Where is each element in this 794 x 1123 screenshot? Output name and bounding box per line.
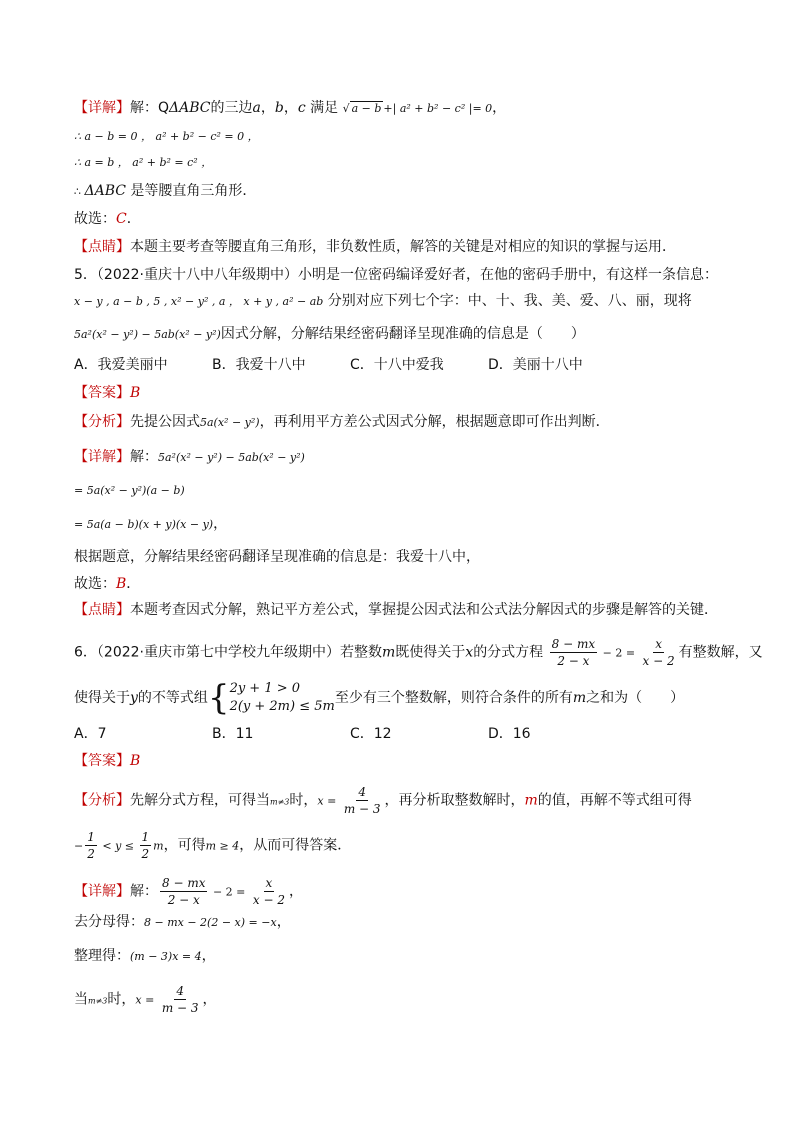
q6-step-3: 当m≠3时，x = $\frac{4}{m - 3}$ ， [74,984,217,1015]
fraction: $\frac{1}{2}$ [87,830,95,861]
q6-stem-line-1: 6．（2022·重庆市第七中学校九年级期中）若整数m既使得关于x的分式方程 $\frac{8 - mx}{2 - x}$ − 2 = $\frac{x}{x - 2}$ 有整数解，又 [74,637,763,668]
inequality-system: 2y + 1 > 0 2(y + 2m) ≤ 5m [229,681,335,714]
q6-step-1: 去分母得：8 − mx − 2(2 − x) = −x， [74,914,291,930]
q5-comment: 【点睛】本题考查因式分解，熟记平方差公式，掌握提公因式法和公式法分解因式的步骤是解答的关键． [74,602,718,618]
q5-option-d: D．美丽十八中 [488,357,583,373]
fraction: $\frac{x}{x - 2}$ [252,876,285,907]
q5-choose: 故选：B． [74,576,141,592]
sqrt-expression: a − b [351,102,382,115]
q5-stem-line-3: 5a²(x² − y²) − 5ab(x² − y²)因式分解，分解结果经密码翻译呈现准确的信息是（ ） [74,326,585,342]
q6-step-2: 整理得：(m − 3)x = 4， [74,948,216,964]
q5-option-a: A．我爱美丽中 [74,357,168,373]
q4-detail-line-1: 【详解】解：QΔABC的三边a，b，c 满足 √ a − b +| a² + b² − c² |= 0， [74,100,507,116]
fraction: $\frac{x}{x - 2}$ [642,637,675,668]
fraction: $\frac{1}{2}$ [141,830,150,861]
detail-tag: 【详解】 [74,100,130,116]
fraction: $\frac{8 - mx}{2 - x}$ [551,637,596,668]
q6-option-b: B．11 [212,726,254,742]
q4-choose: 故选：C． [74,211,141,227]
fraction: $\frac{4}{m - 3}$ [343,785,381,816]
q5-stem-line-2: x − y , a − b , 5 , x² − y² , a ， x + y , a² − ab 分别对应下列七个字：中、十、我、美、爱、八、丽，现将 [74,293,692,309]
q5-analysis: 【分析】先提公因式5a(x² − y²)，再利用平方差公式因式分解，根据题意即可作出判断． [74,414,610,430]
q5-step-2: = 5a(a − b)(x + y)(x − y)， [74,516,228,532]
q6-stem-line-2: 使得关于y的不等式组{ 2y + 1 > 0 2(y + 2m) ≤ 5m 至少有三个整数解，则符合条件的所有m之和为（ ） [74,678,685,718]
q4-detail-line-3: ∴ a = b ， a² + b² = c² ， [74,156,213,169]
q6-analysis-line-1: 【分析】先解分式方程，可得当m≠3时，x = $\frac{4}{m - 3}$ ，再分析取整数解时，m的值，再解不等式组可得 [74,785,692,816]
q5-stem-line-1: 5．（2022·重庆十八中八年级期中）小明是一位密码编译爱好者，在他的密码手册中，有这样一条信息： [74,267,718,283]
q6-answer: 【答案】B [74,753,141,769]
q6-detail: 【详解】解： $\frac{8 - mx}{2 - x}$ − 2 = $\frac{x}{x - 2}$ ， [74,876,303,907]
q6-option-d: D．16 [488,726,531,742]
q4-comment: 【点睛】本题主要考查等腰直角三角形，非负数性质，解答的关键是对相应的知识的掌握与运用． [74,239,676,255]
q6-analysis-line-2: − $\frac{1}{2}$ < y ≤ $\frac{1}{2}$ m，可得m ≥ 4，从而可得答案． [74,830,352,861]
fraction: $\frac{4}{m - 3}$ [161,984,199,1015]
q5-option-b: B．我爱十八中 [212,357,306,373]
q5-step-1: = 5a(x² − y²)(a − b) [74,484,185,497]
q6-option-a: A．7 [74,726,107,742]
q5-detail: 【详解】解：5a²(x² − y²) − 5ab(x² − y²) [74,449,305,465]
q5-answer: 【答案】B [74,385,141,401]
q5-option-c: C．十八中爱我 [350,357,444,373]
q4-detail-line-2: ∴ a − b = 0 ， a² + b² − c² = 0 ， [74,130,259,143]
q5-conclusion: 根据题意，分解结果经密码翻译呈现准确的信息是：我爱十八中， [74,549,480,565]
left-brace: { [207,678,230,718]
q4-detail-line-4: ∴ ΔABC 是等腰直角三角形． [74,183,257,199]
fraction: $\frac{8 - mx}{2 - x}$ [162,876,206,907]
q6-option-c: C．12 [350,726,392,742]
